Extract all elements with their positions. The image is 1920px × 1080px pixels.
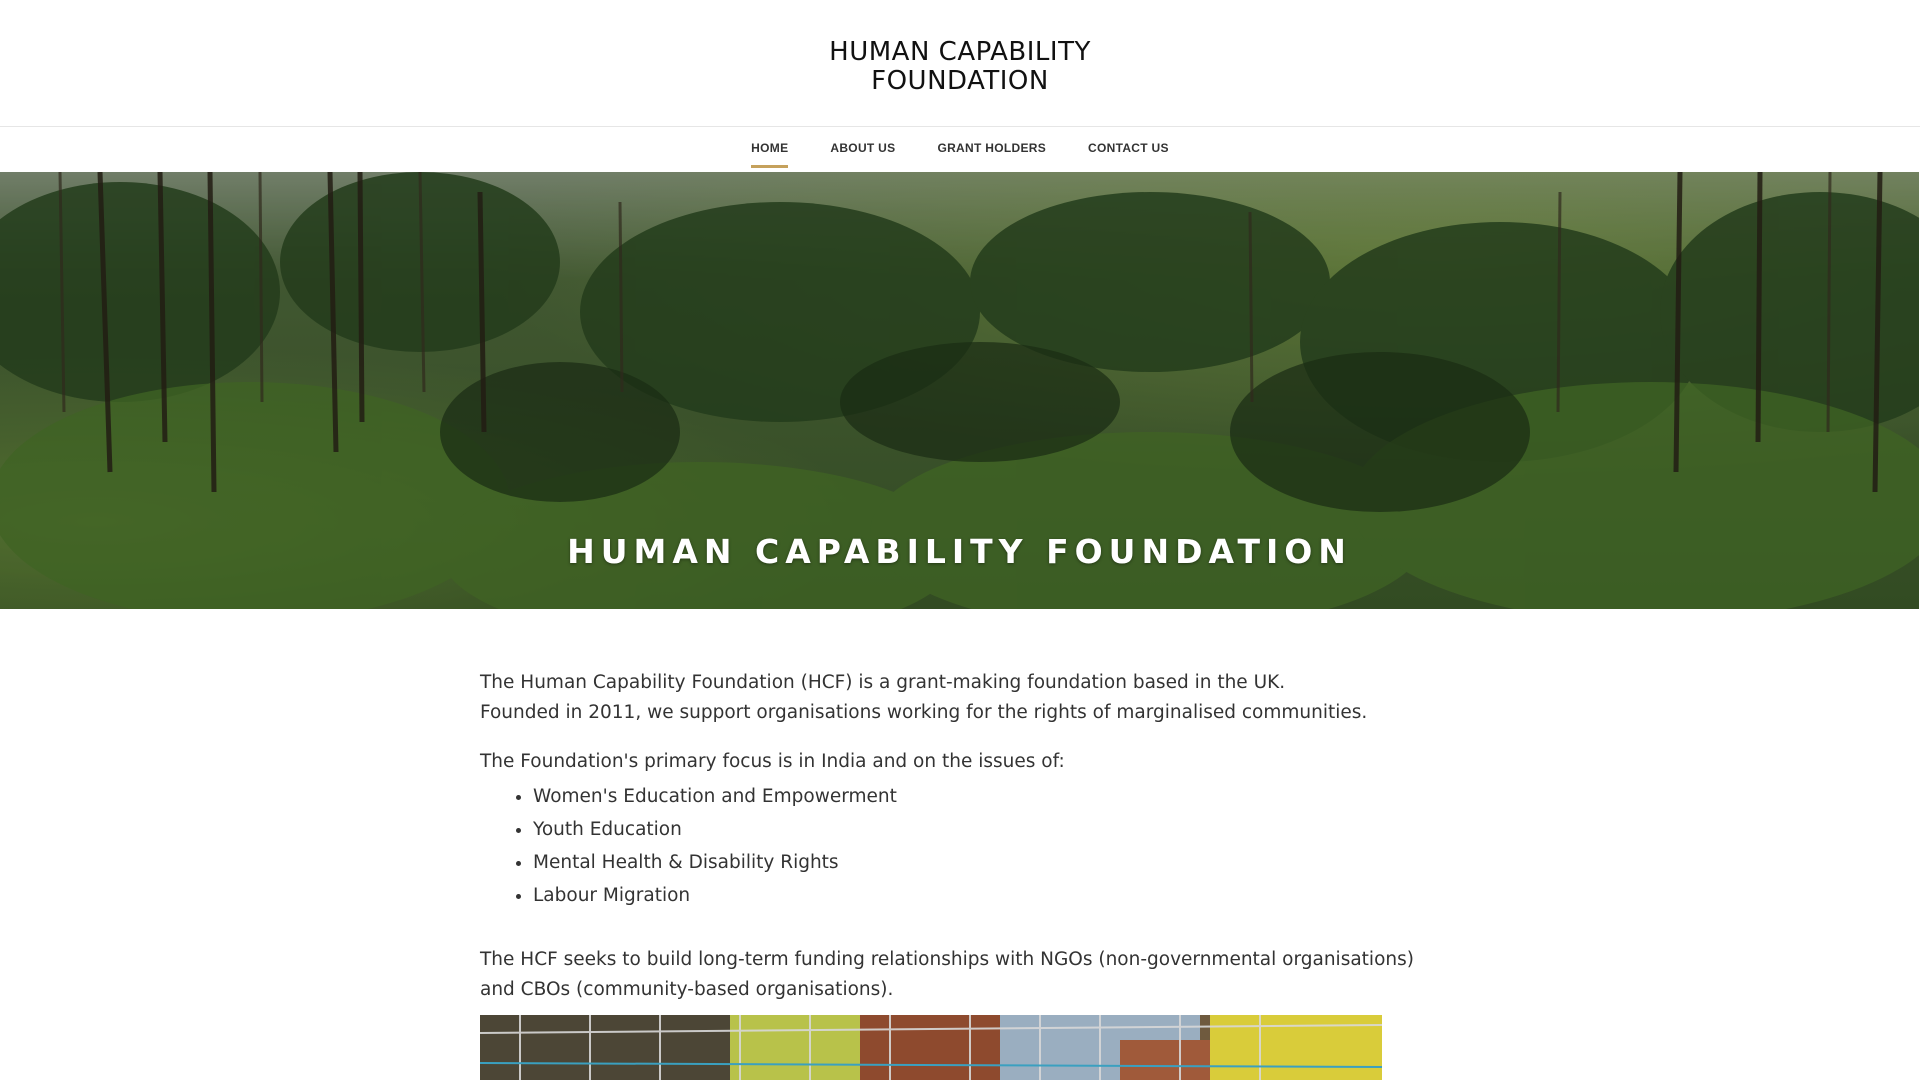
relationships-paragraph: The HCF seeks to build long-term funding relationships with NGOs (non-governmental organisations) and CBOs (community-based organisations). [480,949,1414,1000]
site-title-line2[interactable]: FOUNDATION [871,66,1049,96]
main-content [480,668,1440,1024]
list-item: • Youth Education [533,813,1440,846]
site-title[interactable] [0,38,1920,96]
nav-item-grant-holders[interactable]: GRANT HOLDERS [937,141,1047,155]
hero-title: HUMAN CAPABILITY FOUNDATION [567,532,1352,571]
nav-item-about-us[interactable]: ABOUT US [830,141,896,155]
focus-intro: The Foundation's primary focus is in India and on the issues of: [480,751,1065,772]
nav-item-contact-us[interactable]: CONTACT US [1088,141,1169,155]
site-header [0,0,1920,127]
list-item: • Labour Migration [533,879,1440,912]
community-photo [480,1015,1382,1080]
main-navigation [0,128,1920,171]
list-item: • Mental Health & Disability Rights [533,846,1440,879]
intro-line-2: Founded in 2011, we support organisations working for the rights of marginalised communities. [480,702,1368,723]
intro-paragraph [480,668,1440,728]
focus-list [480,780,1440,912]
intro-line-1: The Human Capability Foundation (HCF) is a grant-making foundation based in the UK. [480,672,1286,693]
list-item: • Women's Education and Empowerment [533,780,1440,813]
community-photo-image [480,1015,1382,1080]
site-title-line1[interactable]: HUMAN CAPABILITY [829,37,1091,67]
hero-banner [0,172,1919,609]
nav-item-home[interactable]: HOME [730,128,809,171]
